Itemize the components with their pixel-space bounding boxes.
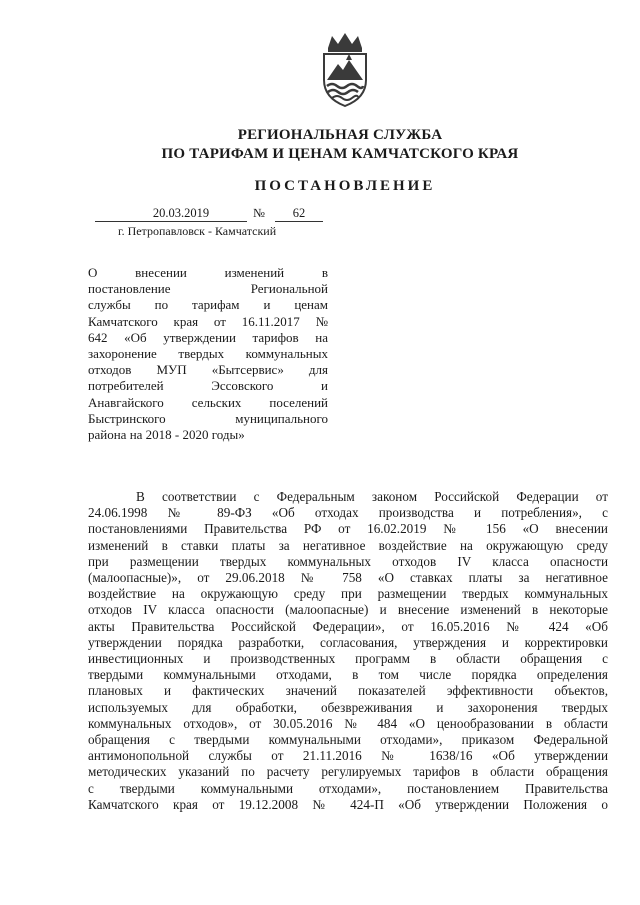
body-line: 24.06.1998 № 89-ФЗ «Об отходах производства и потребления», с [88, 505, 608, 521]
subject-line: Камчатского края от 16.11.2017 № [88, 313, 328, 329]
body-line: коммунальных отходов», от 30.05.2016 № 484 «О ценообразовании в области [88, 715, 608, 731]
body-line: постановлениями Правительства РФ от 16.02.2019 № 156 «О внесении [88, 521, 608, 537]
body-line: антимонопольной службы от 21.11.2016 № 1638/16 «Об утверждении [88, 748, 608, 764]
body-line: обращения с твердыми коммунальными отходами», приказом Федеральной [88, 732, 608, 748]
document-date: 20.03.2019 [95, 206, 247, 222]
subject-line: захоронение твердых коммунальных [88, 346, 328, 362]
body-line: отходов IV класса опасности (малоопасные) и внесение изменений в некоторые [88, 602, 608, 618]
subject-line: Анавгайского сельских поселений [88, 394, 328, 410]
body-line: В соответствии с Федеральным законом Российской Федерации от [136, 489, 608, 504]
body-line: воздействие на окружающую среду при размещении твердых коммунальных [88, 586, 608, 602]
document-number: 62 [275, 206, 323, 222]
document-subject [88, 265, 328, 443]
body-line: с твердыми коммунальными отходами», постановлением Правительства [88, 780, 608, 796]
body-line: плановых и фактических значений показателей эффективности объектов, [88, 683, 608, 699]
number-label: № [253, 206, 265, 220]
body-line: (малоопасные)», от 29.06.2018 № 758 «О ставках платы за негативное [88, 570, 608, 586]
document-body [88, 489, 608, 813]
kamchatka-coat-of-arms-icon [316, 30, 374, 108]
date-number-line [95, 206, 325, 224]
subject-line: службы по тарифам и ценам [88, 297, 328, 313]
subject-line: Быстринского муниципального [88, 410, 328, 426]
body-line: Камчатского края от 19.12.2008 № 424-П «Об утверждении Положения о [88, 796, 608, 812]
body-line: используемых для обработки, обезвреживания и захоронения твердых [88, 699, 608, 715]
document-type-title: ПОСТАНОВЛЕНИЕ [254, 178, 436, 194]
body-line: при размещении твердых коммунальных отходов IV класса опасности [88, 553, 608, 569]
organization-name-line2: ПО ТАРИФАМ И ЦЕНАМ КАМЧАТСКОГО КРАЯ [161, 146, 519, 162]
body-line: инвестиционных и производственных программ в области обращения с [88, 651, 608, 667]
body-line: методических указаний по расчету регулируемых тарифов в области обращения [88, 764, 608, 780]
body-line: твердыми коммунальными отходами, в том числе порядка определения [88, 667, 608, 683]
organization-name-line1: РЕГИОНАЛЬНАЯ СЛУЖБА [237, 127, 443, 143]
body-line: изменений в ставки платы за негативное воздействие на окружающую среду [88, 537, 608, 553]
document-city: г. Петропавловск - Камчатский [118, 224, 277, 238]
subject-line: отходов МУП «Бытсервис» для [88, 362, 328, 378]
subject-line: О внесении изменений в [88, 265, 328, 280]
subject-line: 642 «Об утверждении тарифов на [88, 329, 328, 345]
subject-line: потребителей Эссовского и [88, 378, 328, 394]
subject-line: постановление Региональной [88, 281, 328, 297]
body-line: утверждении порядка разработки, согласования, утверждения и корректировки [88, 634, 608, 650]
subject-line: района на 2018 - 2020 годы» [88, 427, 245, 443]
body-line: акты Правительства Российской Федерации», от 16.05.2016 № 424 «Об [88, 618, 608, 634]
